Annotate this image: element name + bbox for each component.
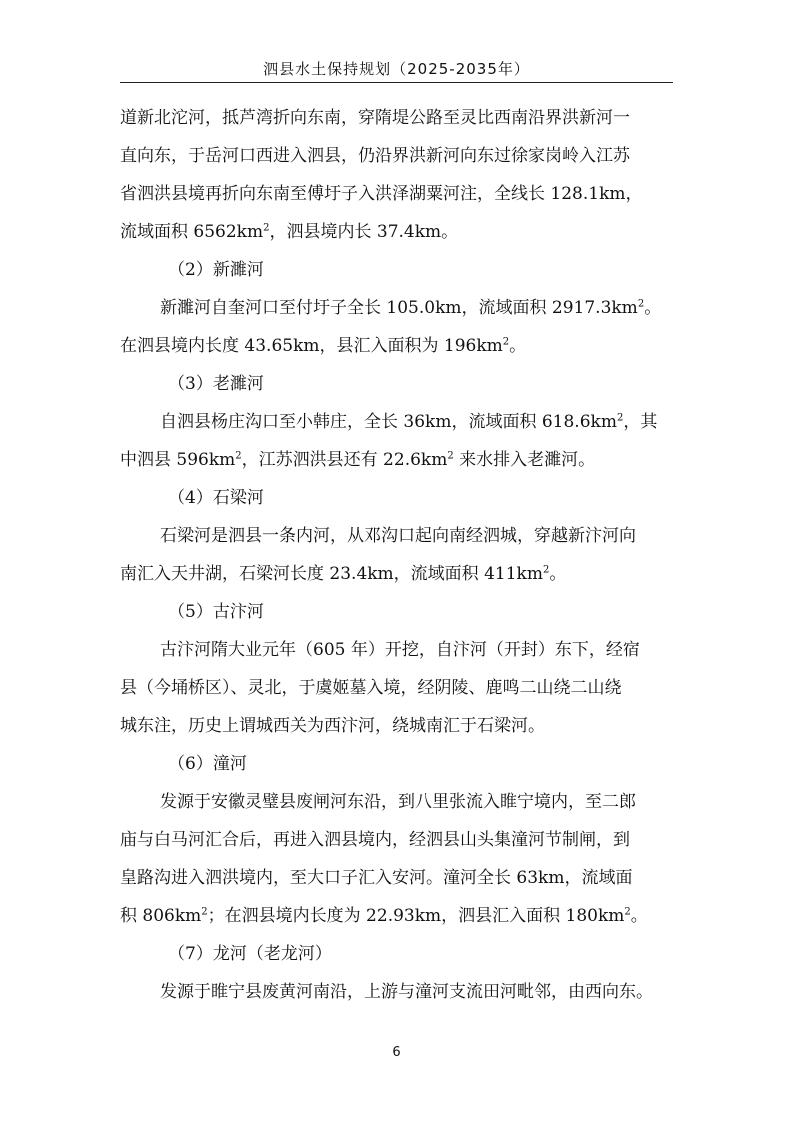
text-line: 城东注，历史上谓城西关为西汴河，绕城南汇于石梁河。 xyxy=(120,716,545,736)
text-line: 省泗洪县境再折向东南至傅圩子入洪泽湖粟河注，全线长 128.1km， xyxy=(120,184,643,204)
text-line: 新濉河自奎河口至付圩子全长 105.0km，流域面积 $2917.3km^2$。 xyxy=(160,298,662,318)
text-line: 中泗县 $596km^2$，江苏泗洪县还有 $22.6km^2$ 来水排入老濉河。 xyxy=(120,450,596,470)
text-line: 县（今埇桥区）、灵北，于虞姬墓入境，经阴陵、鹿鸣二山绕二山绕 xyxy=(120,678,622,698)
header-divider xyxy=(120,82,673,83)
text-line: 石梁河是泗县一条内河，从邓沟口起向南经泗城，穿越新汴河向 xyxy=(160,526,636,546)
text-line: 道新北沱河，抵芦湾折向东南，穿隋堤公路至灵比西南沿界洪新河一 xyxy=(120,108,630,128)
text-line: 流域面积 $6562km^2$，泗县境内长 37.4km。 xyxy=(120,222,459,242)
text-line: 庙与白马河汇合后，再进入泗县境内，经泗县山头集潼河节制闸，到 xyxy=(120,830,630,850)
page-number: 6 xyxy=(392,1045,401,1060)
text-line: 皇路沟进入泗洪境内，至大口子汇入安河。潼河全长 63km，流域面 xyxy=(120,868,633,888)
text-line: 自泗县杨庄沟口至小韩庄，全长 36km，流域面积 $618.6km^2$，其 xyxy=(160,412,658,432)
text-line: 积 $806km^2$；在泗县境内长度为 22.93km，泗县汇入面积 $180km^2$。 xyxy=(120,906,648,926)
section-heading: （2）新濉河 xyxy=(168,260,264,280)
section-heading: （6）潼河 xyxy=(168,754,247,774)
text-line: 发源于安徽灵璧县废闸河东沿，到八里张流入睢宁境内，至二郎 xyxy=(160,792,636,812)
text-line: 直向东，于岳河口西进入泗县，仍沿界洪新河向东过徐家岗岭入江苏 xyxy=(120,146,630,166)
section-heading: （5）古汴河 xyxy=(168,602,264,622)
page-header-title: 泗县水土保持规划（2025-2035年） xyxy=(263,60,530,78)
section-heading: （3）老濉河 xyxy=(168,374,264,394)
text-line: 南汇入天井湖，石梁河长度 23.4km，流域面积 $411km^2$。 xyxy=(120,564,567,584)
text-line: 古汴河隋大业元年（605 年）开挖，自汴河（开封）东下，经宿 xyxy=(160,640,640,660)
section-heading: （7）龙河（老龙河） xyxy=(168,944,332,964)
text-line: 在泗县境内长度 43.65km，县汇入面积为 $196km^2$。 xyxy=(120,336,527,356)
text-line: 发源于睢宁县废黄河南沿，上游与潼河支流田河毗邻，由西向东。 xyxy=(160,982,653,1002)
section-heading: （4）石梁河 xyxy=(168,488,264,508)
